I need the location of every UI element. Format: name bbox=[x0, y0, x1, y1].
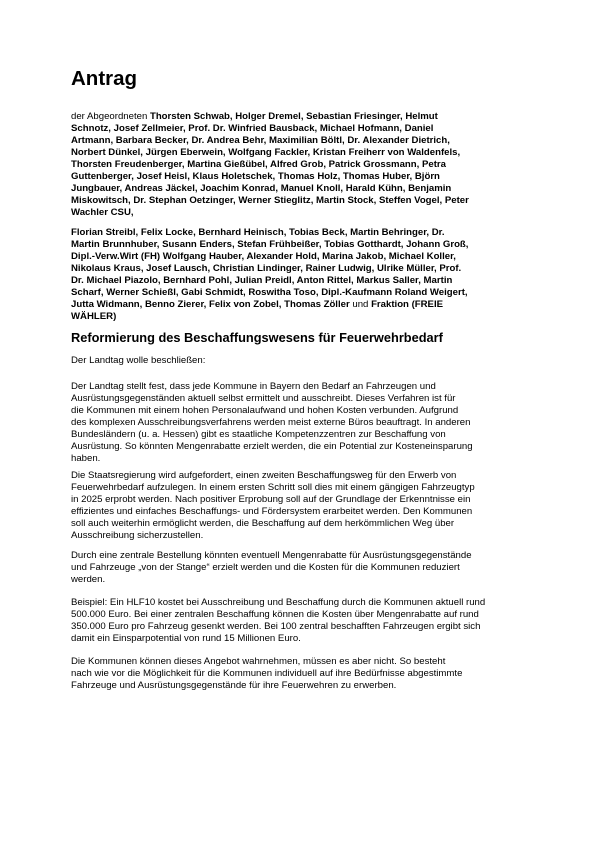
body-line: Ausrüstung. So könnten Mengenrabatte erzielt werden, die ein Potential zur Kosteneinsparung bbox=[71, 441, 473, 452]
paragraph-3 bbox=[71, 550, 531, 586]
sponsors-line: Jungbauer, Andreas Jäckel, Joachim Konrad, Manuel Knoll, Harald Kühn, Benjamin bbox=[71, 183, 452, 194]
sponsors-line: Norbert Dünkel, Jürgen Eberwein, Wolfgang Fackler, Kristan Freiherr von Waldenfels, bbox=[71, 147, 461, 158]
sponsors-line: Guttenberger, Josef Heisl, Klaus Holetschek, Thomas Holz, Thomas Huber, Björn bbox=[71, 171, 440, 182]
sponsors-line: WÄHLER) bbox=[71, 311, 117, 322]
body-line: Feuerwehrbedarf aufzulegen. In einem ersten Schritt soll dies mit einem gängigen Fahrzeugtyp bbox=[71, 482, 475, 493]
body-line: Beispiel: Ein HLF10 kostet bei Ausschreibung und Beschaffung durch die Kommunen aktuell rund bbox=[71, 597, 486, 608]
sponsors-line: Scharf, Werner Schießl, Gabi Schmidt, Roswitha Toso, Dipl.-Kaufmann Roland Weigert, bbox=[71, 287, 468, 298]
paragraph-5 bbox=[71, 656, 531, 692]
sponsors-line bbox=[71, 299, 531, 311]
body-line: Bundesländern (u. a. Hessen) gibt es staatliche Kompetenzzentren zur Beschaffung von bbox=[71, 429, 446, 440]
sponsors-line: Schnotz, Josef Zellmeier, Prof. Dr. Winfried Bausback, Michael Hofmann, Daniel bbox=[71, 123, 434, 134]
sponsors-line: Nikolaus Kraus, Josef Lausch, Christian Lindinger, Rainer Ludwig, Ulrike Müller, Prof. bbox=[71, 263, 462, 274]
body-line: soll auch weiterhin ermöglicht werden, die Beschaffung auf dem herkömmlichen Weg über bbox=[71, 518, 455, 529]
sponsors-intro: der Abgeordneten bbox=[71, 111, 148, 122]
body-line: Der Landtag stellt fest, dass jede Kommune in Bayern den Bedarf an Fahrzeugen und bbox=[71, 381, 436, 392]
body-line: haben. bbox=[71, 453, 101, 464]
paragraph-2 bbox=[71, 470, 531, 542]
body-line: die Kommunen mit einem hohen Personalaufwand und hohen Kosten verbunden. Aufgrund bbox=[71, 405, 459, 416]
body-line: in 2025 erprobt werden. Nach positiver Erprobung soll auf der Grundlage der Erkenntnisse ein bbox=[71, 494, 471, 505]
sponsors-csu bbox=[71, 111, 531, 219]
sponsors-line: Florian Streibl, Felix Locke, Bernhard Heinisch, Tobias Beck, Martin Behringer, Dr. bbox=[71, 227, 445, 238]
fraction-name: Fraktion (FREIE bbox=[371, 299, 444, 310]
sponsor-names: Thorsten Schwab, Holger Dremel, Sebastian Friesinger, Helmut bbox=[149, 111, 438, 122]
body-line: nach wie vor die Möglichkeit für die Kommunen individuell auf ihre Bedürfnisse abgestimmte bbox=[71, 668, 463, 679]
body-line: und Fahrzeuge „von der Stange“ erzielt werden und die Kosten für die Kommunen reduziert bbox=[71, 562, 460, 573]
body-line: 350.000 Euro pro Fahrzeug gesenkt werden. Bei 100 zentral beschafften Fahrzeugen ergibt sich bbox=[71, 621, 481, 632]
body-line: Fahrzeuge und Ausrüstungsgegenstände für ihre Feuerwehren zu erwerben. bbox=[71, 680, 397, 691]
body-line: Der Landtag wolle beschließen: bbox=[71, 355, 206, 366]
resolution-intro bbox=[71, 355, 531, 367]
sponsor-names: Jutta Widmann, Benno Zierer, Felix von Zobel, Thomas Zöller bbox=[71, 299, 350, 310]
document-title: Antrag bbox=[71, 67, 138, 90]
sponsors-line: Dipl.-Verw.Wirt (FH) Wolfgang Hauber, Alexander Hold, Marina Jakob, Michael Koller, bbox=[71, 251, 456, 262]
body-line: effizientes und einfaches Beschaffungs- und Fördersystem erarbeitet werden. Den Kommunen bbox=[71, 506, 473, 517]
sponsors-line: Artmann, Barbara Becker, Dr. Andrea Behr, Maximilian Böltl, Dr. Alexander Dietrich, bbox=[71, 135, 450, 146]
sponsors-line: Thorsten Freudenberger, Martina Gießübel, Alfred Grob, Patrick Grossmann, Petra bbox=[71, 159, 446, 170]
body-line: Durch eine zentrale Bestellung könnten eventuell Mengenrabatte für Ausrüstungsgegenstände bbox=[71, 550, 472, 561]
motion-heading: Reformierung des Beschaffungswesens für Feuerwehrbedarf bbox=[71, 330, 443, 345]
sponsors-line: Wachler CSU, bbox=[71, 207, 134, 218]
body-line: werden. bbox=[71, 574, 106, 585]
body-line: Die Kommunen können dieses Angebot wahrnehmen, müssen es aber nicht. So besteht bbox=[71, 656, 446, 667]
body-line: 500.000 Euro. Bei einer zentralen Beschaffung können die Kosten über Mengenrabatte auf rund bbox=[71, 609, 479, 620]
body-line: Ausrüstungsgegenständen aktuell selbst ermittelt und ausschreibt. Dieses Verfahren ist für bbox=[71, 393, 456, 404]
sponsors-fw bbox=[71, 227, 531, 323]
body-line: Die Staatsregierung wird aufgefordert, einen zweiten Beschaffungsweg für den Erwerb von bbox=[71, 470, 457, 481]
sponsors-line: Martin Brunnhuber, Susann Enders, Stefan Frühbeißer, Tobias Gotthardt, Johann Groß, bbox=[71, 239, 469, 250]
sponsors-line: Dr. Michael Piazolo, Bernhard Pohl, Julian Preidl, Anton Rittel, Markus Saller, Martin bbox=[71, 275, 453, 286]
paragraph-4 bbox=[71, 597, 531, 645]
sponsors-line bbox=[71, 111, 531, 123]
sponsors-line: Miskowitsch, Dr. Stephan Oetzinger, Werner Stieglitz, Martin Stock, Steffen Vogel, Peter bbox=[71, 195, 469, 206]
body-line: damit ein Einsparpotential von rund 15 Millionen Euro. bbox=[71, 633, 301, 644]
sponsors-und: und bbox=[349, 299, 372, 310]
body-line: des komplexen Ausschreibungsverfahrens werden meist externe Büros beauftragt. In anderen bbox=[71, 417, 471, 428]
body-line: Ausschreibung sicherzustellen. bbox=[71, 530, 204, 541]
paragraph-1 bbox=[71, 381, 531, 465]
